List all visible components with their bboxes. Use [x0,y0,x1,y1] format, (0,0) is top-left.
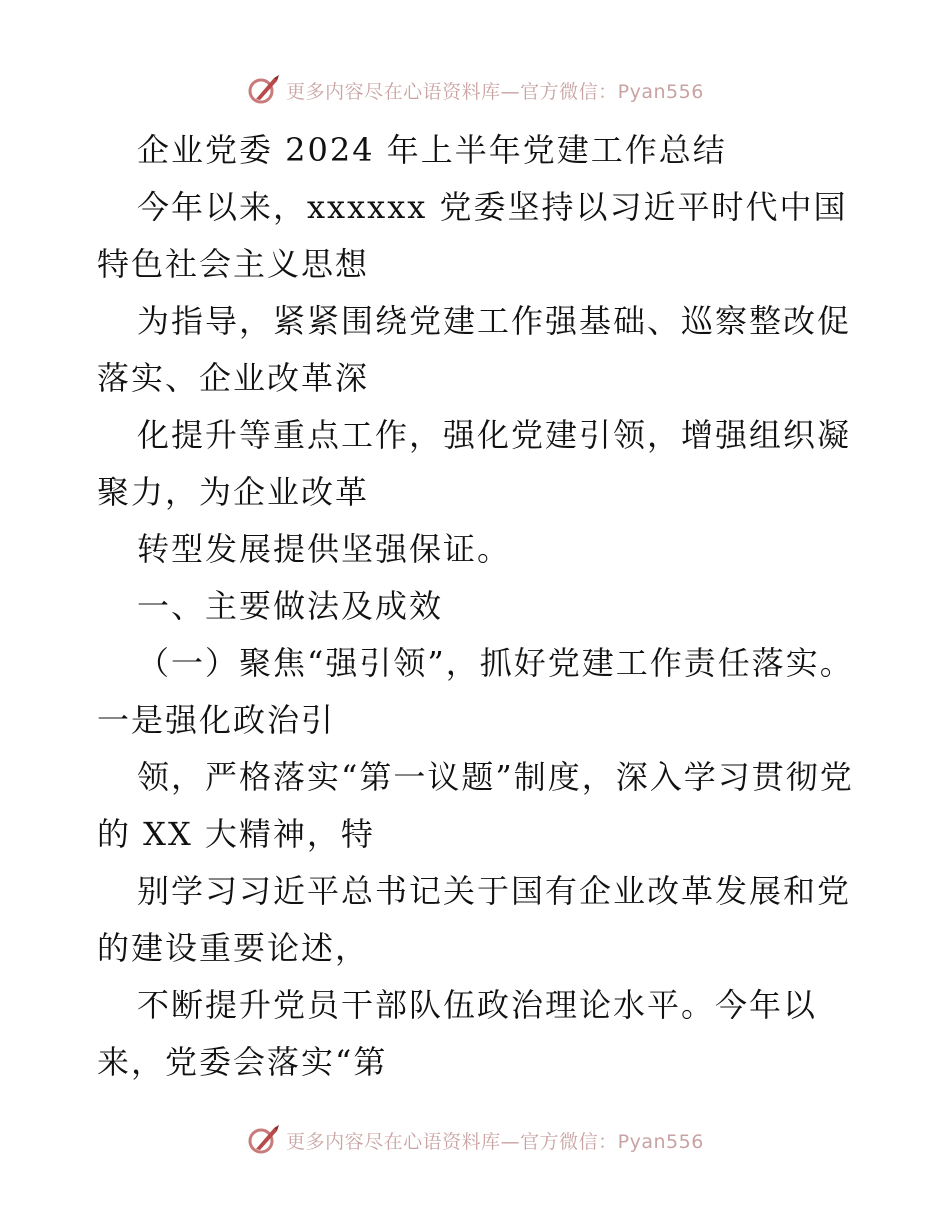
footer-watermark [0,1120,950,1160]
paragraph: 化提升等重点工作，强化党建引领，增强组织凝聚力，为企业改革 [97,416,852,511]
section-heading: 一、主要做法及成效 [137,587,444,625]
paragraph: 今年以来，xxxxxx 党委坚持以习近平时代中国特色社会主义思想 [97,188,848,283]
watermark-text: 更多内容尽在心语资料库—官方微信：Pyan556 [286,1130,704,1153]
quill-logo-icon [246,73,280,107]
watermark-text: 更多内容尽在心语资料库—官方微信：Pyan556 [286,80,704,103]
header-watermark [0,70,950,110]
paragraph: （一）聚焦“强引领”，抓好党建工作责任落实。一是强化政治引 [97,644,854,739]
paragraph: 不断提升党员干部队伍政治理论水平。今年以来，党委会落实“第 [97,986,818,1081]
paragraph: 别学习习近平总书记关于国有企业改革发展和党的建设重要论述， [97,872,852,967]
paragraph: 为指导，紧紧围绕党建工作强基础、巡察整改促落实、企业改革深 [97,302,852,397]
document-title: 企业党委 2024 年上半年党建工作总结 [137,131,727,169]
paragraph: 转型发展提供坚强保证。 [137,530,512,568]
document-body [97,122,867,1091]
quill-logo-icon [246,1123,280,1157]
paragraph: 领，严格落实“第一议题”制度，深入学习贯彻党的 XX 大精神，特 [97,758,854,853]
